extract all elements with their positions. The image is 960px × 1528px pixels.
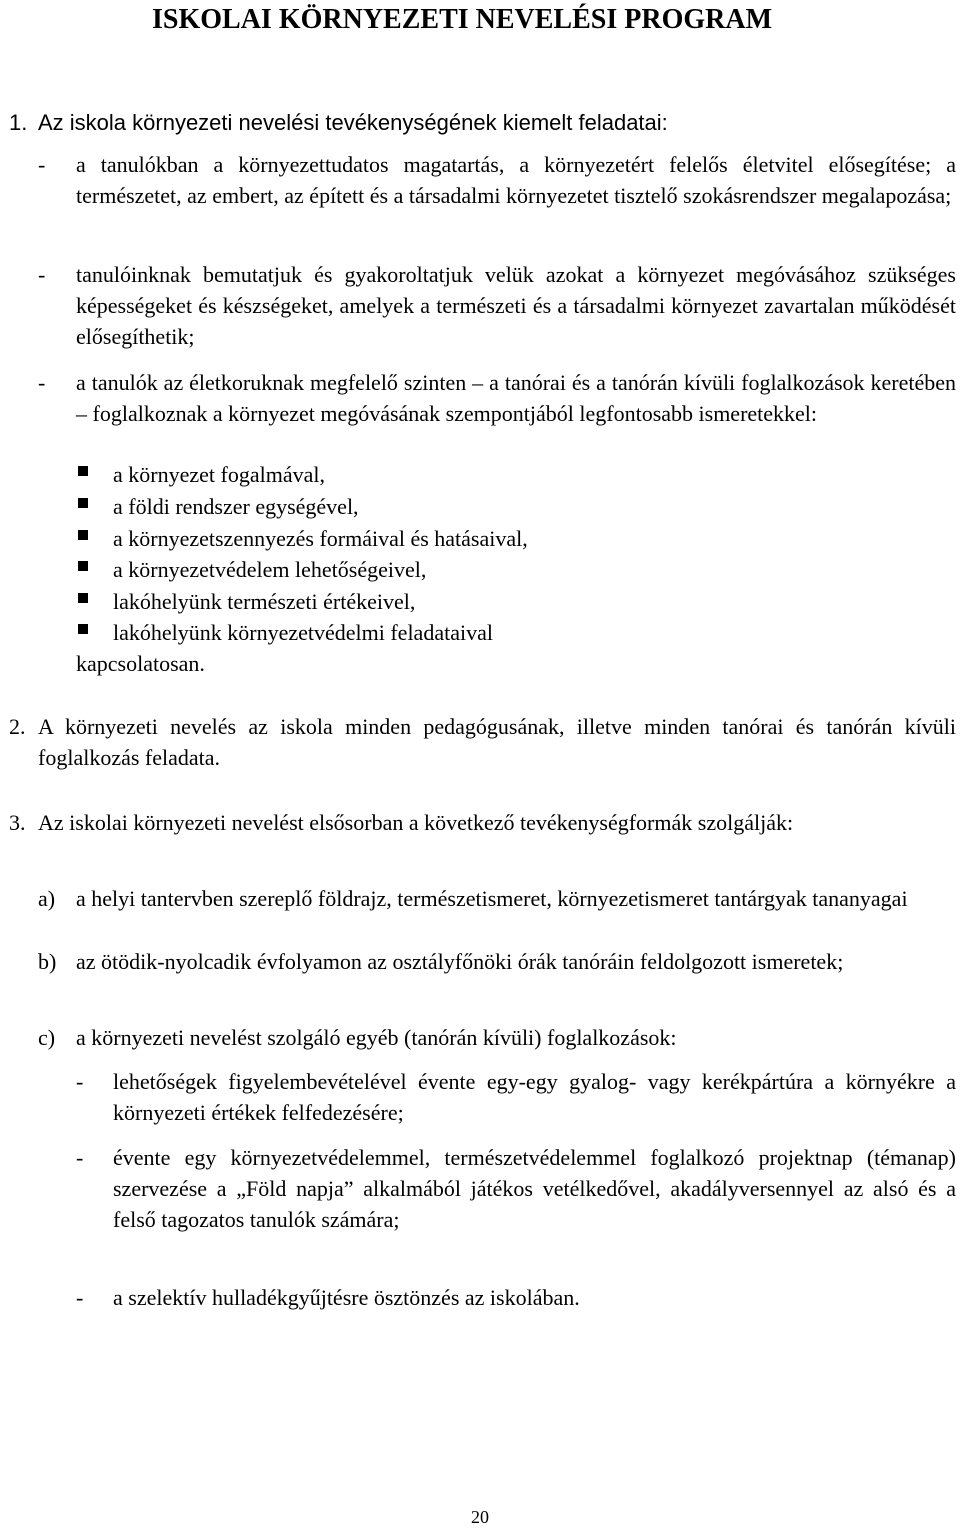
lettered-item-b: az ötödik-nyolcadik évfolyamon az osztályfőnöki órák tanóráin feldolgozott ismeretek; [76, 949, 844, 974]
bullet-item: a környezetvédelem lehetőségeivel, [113, 557, 427, 582]
page-number: 20 [471, 1507, 489, 1527]
list-label: a) [38, 886, 56, 911]
section-2-text: A környezeti nevelés az iskola minden pedagógusának, illetve minden tanórai és tanórán kívüli foglalkozás feladata. [38, 714, 956, 770]
task-item-1: a tanulókban a környezettudatos magatartás, a környezetért felelős életvitel elősegítése; a természetet, az embert, az épített és a társadalmi környezetet tisztelő szokásrendszer megalapozása; [76, 152, 956, 208]
dash-marker: - [38, 152, 46, 177]
lettered-item-a: a helyi tantervben szereplő földrajz, természetismeret, környezetismeret tantárgyak tananyagai [76, 886, 908, 911]
bullet-item: a földi rendszer egységével, [113, 494, 359, 519]
section-2-number: 2. [9, 714, 26, 739]
square-bullet-icon [78, 498, 88, 508]
dash-marker: - [38, 262, 46, 287]
dash-marker: - [76, 1069, 84, 1094]
square-bullet-icon [78, 466, 88, 476]
section-1-heading: Az iskola környezeti nevelési tevékenységének kiemelt feladatai: [38, 110, 668, 135]
square-bullet-icon [78, 530, 88, 540]
bullet-item: a környezet fogalmával, [113, 462, 325, 487]
square-bullet-icon [78, 593, 88, 603]
activity-item-1: lehetőségek figyelembevételével évente egy-egy gyalog- vagy kerékpártúra a környékre a környezeti értékek felfedezésére; [113, 1069, 956, 1125]
lettered-item-c: a környezeti nevelést szolgáló egyéb (tanórán kívüli) foglalkozások: [76, 1025, 677, 1050]
bullet-item: lakóhelyünk természeti értékeivel, [113, 589, 416, 614]
dash-marker: - [76, 1285, 84, 1310]
task-item-2: tanulóinknak bemutatjuk és gyakoroltatjuk velük azokat a környezet megóvásához szükséges képességeket és készségeket, amelyek a természeti és a társadalmi környezet zavartalan működését elősegíthetik; [76, 262, 956, 349]
square-bullet-icon [78, 624, 88, 634]
activity-item-2: évente egy környezetvédelemmel, természetvédelemmel foglalkozó projektnap (témanap) szervezése a „Föld napja” alkalmából játékos vetélkedővel, akadályversennyel az alsó és a felső tagozatos tanulók számára; [113, 1145, 956, 1232]
task-item-3: a tanulók az életkoruknak megfelelő szinten – a tanórai és a tanórán kívüli foglalkozások keretében – foglalkoznak a környezet megóvásának szempontjából legfontosabb ismeretekkel: [76, 370, 956, 426]
section-3-number: 3. [9, 810, 26, 835]
dash-marker: - [76, 1145, 84, 1170]
page-title: ISKOLAI KÖRNYEZETI NEVELÉSI PROGRAM [152, 4, 773, 35]
bullet-closing: kapcsolatosan. [76, 651, 205, 676]
bullet-item: lakóhelyünk környezetvédelmi feladataival [113, 620, 493, 645]
section-1-number: 1. [9, 110, 28, 135]
bullet-item: a környezetszennyezés formáival és hatásaival, [113, 526, 528, 551]
dash-marker: - [38, 370, 46, 395]
list-label: c) [38, 1025, 56, 1050]
list-label: b) [38, 949, 57, 974]
square-bullet-icon [78, 561, 88, 571]
activity-item-3: a szelektív hulladékgyűjtésre ösztönzés az iskolában. [113, 1285, 580, 1310]
section-3-text: Az iskolai környezeti nevelést elsősorban a következő tevékenységformák szolgálják: [38, 810, 794, 835]
